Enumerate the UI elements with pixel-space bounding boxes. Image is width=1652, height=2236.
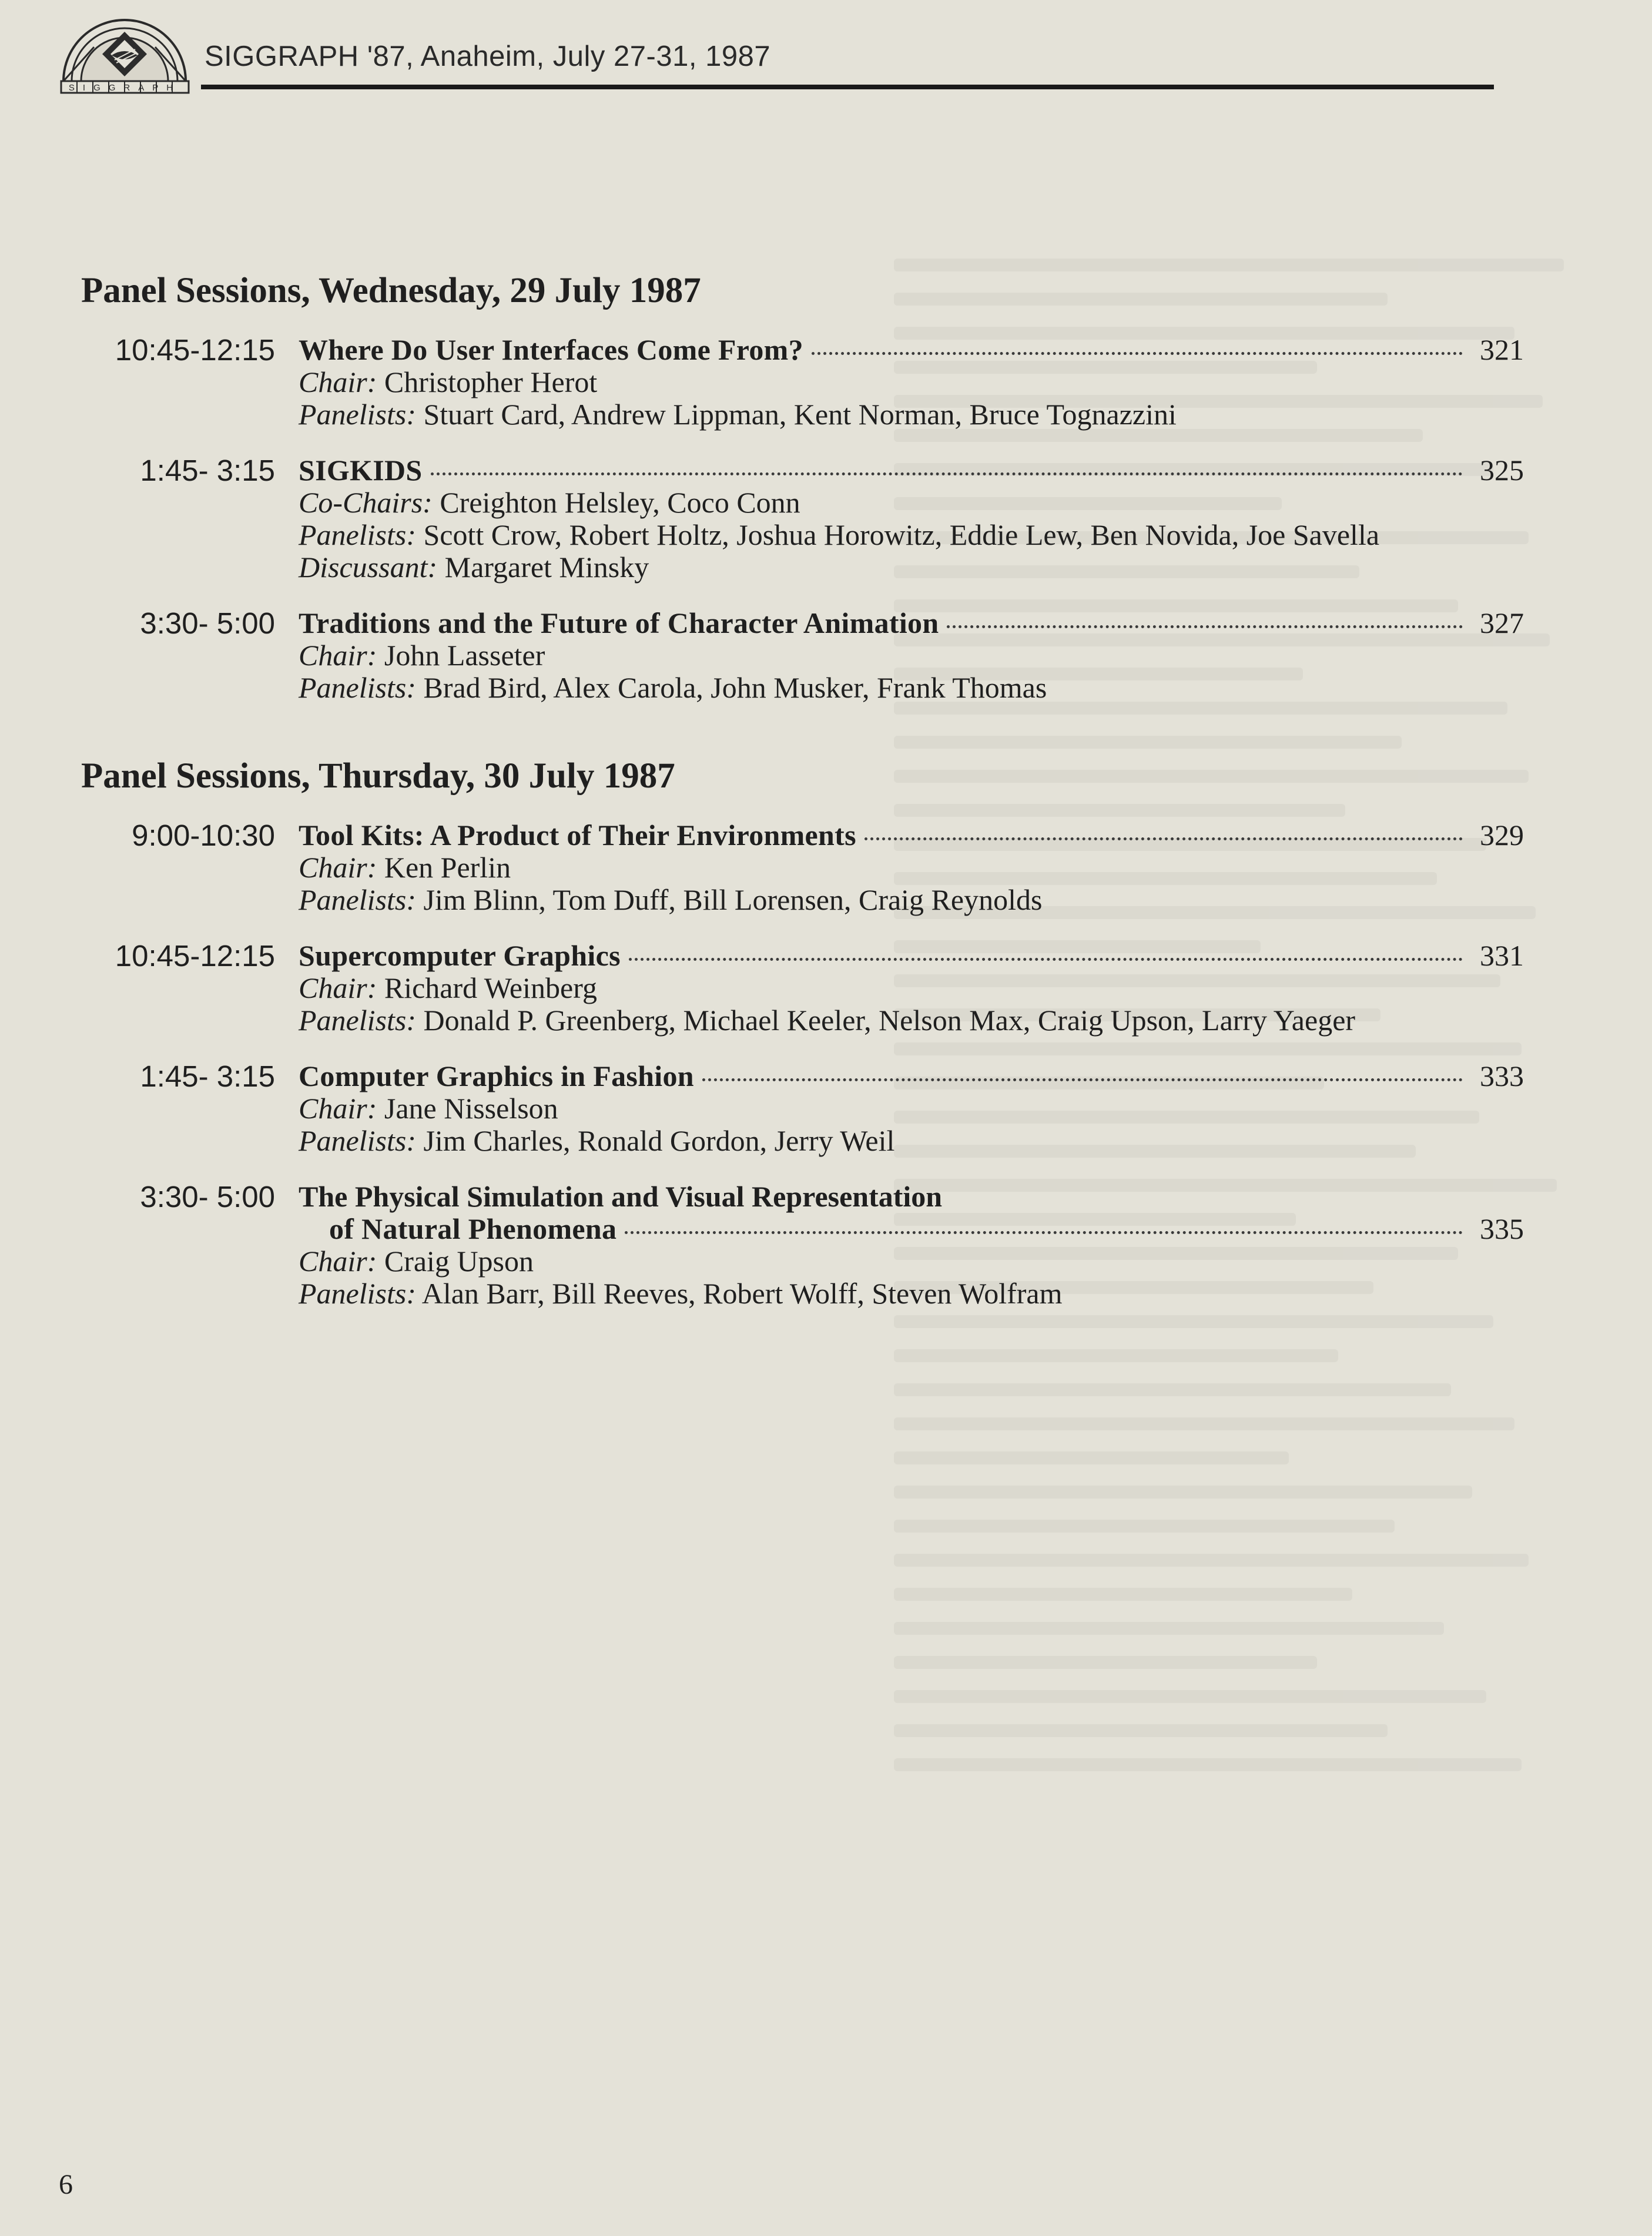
- dot-leader: [431, 472, 1463, 475]
- person-names: Jim Charles, Ronald Gordon, Jerry Weil: [423, 1124, 895, 1157]
- page-ref: 331: [1480, 939, 1524, 972]
- role-label: Chair:: [299, 851, 377, 884]
- co-chairs-line: [299, 487, 1527, 519]
- role-label: Panelists:: [299, 1004, 416, 1037]
- session-title-row: [299, 334, 1524, 366]
- page-ref: 327: [1480, 606, 1524, 639]
- person-names: Alan Barr, Bill Reeves, Robert Wolff, Steven Wolfram: [421, 1277, 1063, 1310]
- role-label: Chair:: [299, 639, 377, 672]
- role-label: Panelists:: [299, 1277, 416, 1310]
- role-label: Panelists:: [299, 398, 416, 431]
- session-title: Supercomputer Graphics: [299, 939, 621, 972]
- session-time: 9:00-10:30: [123, 819, 275, 852]
- dot-leader: [702, 1078, 1463, 1081]
- discussant-line: [299, 551, 1527, 584]
- page-ref: 335: [1480, 1212, 1524, 1245]
- panelists-line: [299, 884, 1527, 916]
- session-time: 10:45-12:15: [115, 333, 275, 367]
- role-label: Panelists:: [299, 518, 416, 551]
- session-title: Where Do User Interfaces Come From?: [299, 333, 803, 366]
- panel-schedule: [81, 270, 1527, 1333]
- session-title-row: [299, 454, 1524, 487]
- role-label: Chair:: [299, 1245, 377, 1278]
- conference-title: SIGGRAPH '87, Anaheim, July 27-31, 1987: [205, 41, 771, 72]
- session-time: 3:30- 5:00: [132, 1180, 275, 1213]
- role-label: Co-Chairs:: [299, 486, 433, 519]
- person-names: Margaret Minsky: [444, 551, 649, 584]
- role-label: Panelists:: [299, 1124, 416, 1157]
- page-number: 6: [59, 2169, 73, 2200]
- session-title-row: [299, 819, 1524, 852]
- svg-text:SIGGRAPH: SIGGRAPH: [68, 83, 182, 93]
- dot-leader: [864, 837, 1463, 840]
- session-title: Traditions and the Future of Character Animation: [299, 606, 939, 639]
- person-names: Brad Bird, Alex Carola, John Musker, Frank Thomas: [423, 671, 1047, 704]
- person-names: Jim Blinn, Tom Duff, Bill Lorensen, Craig Reynolds: [423, 883, 1043, 916]
- section-heading-thursday: Panel Sessions, Thursday, 30 July 1987: [81, 756, 675, 796]
- chair-line: [299, 1092, 1527, 1125]
- role-label: Panelists:: [299, 671, 416, 704]
- chair-line: [299, 852, 1527, 884]
- session-entry: [81, 454, 1527, 584]
- panelists-line: [299, 672, 1527, 704]
- chair-line: [299, 1245, 1527, 1278]
- page-ref: 329: [1480, 819, 1524, 852]
- siggraph-logo: [59, 6, 191, 94]
- chair-line: [299, 366, 1527, 398]
- session-entry: [81, 1181, 1527, 1310]
- person-names: Christopher Herot: [384, 366, 598, 398]
- page-ref: 333: [1480, 1060, 1524, 1092]
- session-title: Computer Graphics in Fashion: [299, 1060, 694, 1092]
- role-label: Chair:: [299, 1092, 377, 1125]
- dot-leader: [629, 958, 1463, 961]
- panelists-line: [299, 1278, 1527, 1310]
- session-title: Tool Kits: A Product of Their Environments: [299, 819, 856, 852]
- role-label: Chair:: [299, 971, 377, 1004]
- person-names: Craig Upson: [384, 1245, 534, 1278]
- session-time: 1:45- 3:15: [132, 454, 275, 487]
- session-title-line-1: The Physical Simulation and Visual Representation: [299, 1180, 943, 1213]
- session-title-row: [299, 940, 1524, 972]
- person-names: Scott Crow, Robert Holtz, Joshua Horowitz, Eddie Lew, Ben Novida, Joe Savella: [423, 518, 1380, 551]
- chair-line: [299, 972, 1527, 1004]
- chair-line: [299, 639, 1527, 672]
- dot-leader: [812, 352, 1463, 355]
- session-title-row: [299, 1060, 1524, 1092]
- section-heading-wednesday: Panel Sessions, Wednesday, 29 July 1987: [81, 271, 701, 310]
- session-time: 1:45- 3:15: [132, 1060, 275, 1093]
- session-entry: [81, 334, 1527, 431]
- person-names: Creighton Helsley, Coco Conn: [440, 486, 800, 519]
- person-names: Donald P. Greenberg, Michael Keeler, Nelson Max, Craig Upson, Larry Yaeger: [423, 1004, 1356, 1037]
- role-label: Panelists:: [299, 883, 416, 916]
- session-entry: [81, 940, 1527, 1037]
- person-names: Ken Perlin: [384, 851, 511, 884]
- session-entry: [81, 819, 1527, 916]
- session-title-row: [299, 607, 1524, 639]
- page-header: [59, 6, 1499, 100]
- panelists-line: [299, 1125, 1527, 1157]
- page-ref: 325: [1480, 454, 1524, 487]
- dot-leader: [947, 625, 1463, 628]
- header-rule: [201, 85, 1494, 89]
- person-names: Richard Weinberg: [384, 971, 597, 1004]
- page-ref: 321: [1480, 333, 1524, 366]
- panelists-line: [299, 1004, 1450, 1037]
- role-label: Discussant:: [299, 551, 438, 584]
- panelists-line: [299, 519, 1450, 551]
- role-label: Chair:: [299, 366, 377, 398]
- panelists-line: [299, 398, 1527, 431]
- person-names: Stuart Card, Andrew Lippman, Kent Norman, Bruce Tognazzini: [423, 398, 1177, 431]
- session-time: 3:30- 5:00: [132, 606, 275, 640]
- dot-leader: [625, 1231, 1463, 1234]
- person-names: John Lasseter: [384, 639, 545, 672]
- session-title-line-2: of Natural Phenomena: [329, 1212, 617, 1245]
- session-entry: [81, 607, 1527, 704]
- session-title: SIGKIDS: [299, 454, 423, 487]
- session-time: 10:45-12:15: [115, 939, 275, 973]
- session-title-row: [299, 1213, 1524, 1245]
- person-names: Jane Nisselson: [384, 1092, 558, 1125]
- session-entry: [81, 1060, 1527, 1157]
